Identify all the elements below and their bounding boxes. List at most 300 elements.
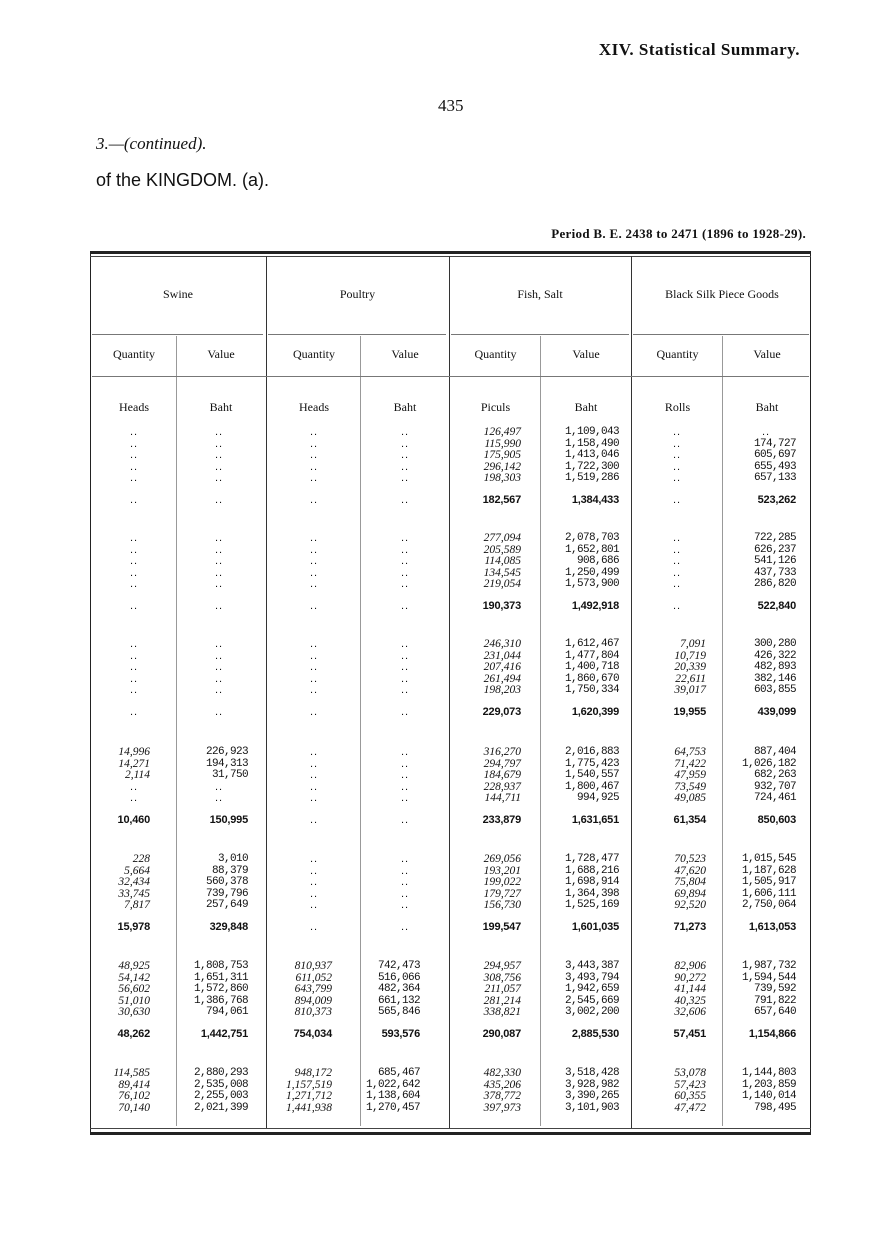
table-cell: 3,390,265	[564, 1090, 619, 1103]
table-cell: ..	[309, 649, 319, 662]
table-cell: ..	[214, 543, 224, 556]
table-cell: 1,109,043	[564, 426, 619, 438]
table-cell: 56,602	[118, 983, 150, 996]
table-cell: 32,434	[118, 876, 150, 889]
table-cell: ..	[309, 672, 319, 685]
table-total-cell: 199,547	[482, 921, 521, 934]
table-cell: ..	[400, 472, 410, 485]
table-cell: 1,144,803	[741, 1067, 796, 1079]
table-cell: ..	[309, 876, 319, 889]
table-cell: ..	[400, 780, 410, 793]
table-cell: 261,494	[483, 672, 521, 685]
table-total-cell: ..	[400, 921, 410, 934]
table-cell: ..	[129, 543, 139, 556]
table-cell: 219,054	[483, 578, 521, 591]
table-cell: 205,589	[483, 543, 521, 556]
table-cell: 73,549	[674, 780, 706, 793]
table-cell: 605,697	[753, 449, 796, 462]
table-cell: ..	[309, 864, 319, 877]
kingdom-title: of the KINGDOM. (a).	[96, 170, 270, 190]
table-cell: ..	[309, 661, 319, 674]
table-cell: 2,545,669	[564, 994, 619, 1007]
table-cell: ..	[129, 638, 139, 650]
table-cell: 1,942,659	[564, 983, 619, 996]
table-cell: 1,572,860	[193, 983, 248, 996]
table-cell: 1,441,938	[286, 1101, 332, 1114]
table-cell: 626,237	[753, 543, 796, 556]
table-total-cell: ..	[400, 814, 410, 827]
table-cell: 560,378	[205, 876, 248, 889]
table-cell: 88,379	[211, 864, 248, 877]
table-total-cell: ..	[672, 494, 682, 507]
table-total-cell: 754,034	[293, 1028, 332, 1041]
table-cell: 661,132	[377, 994, 420, 1007]
table-total-cell: 61,354	[673, 814, 706, 827]
table-cell: 932,707	[753, 780, 796, 793]
table-cell: 611,052	[295, 971, 332, 984]
table-total-cell: 1,492,918	[571, 600, 619, 613]
unit-label: Rolls	[664, 400, 691, 414]
table-cell: 2,880,293	[193, 1067, 248, 1079]
table-cell: ..	[129, 684, 139, 697]
table-total-cell: ..	[214, 494, 224, 507]
table-total-cell: ..	[400, 494, 410, 507]
table-cell: 739,796	[205, 887, 248, 900]
table-cell: 1,606,111	[741, 887, 796, 900]
table-cell: 1,364,398	[564, 887, 619, 900]
table-cell: ..	[309, 780, 319, 793]
table-cell: ..	[309, 543, 319, 556]
table-cell: ..	[309, 555, 319, 568]
table-cell: 908,686	[576, 555, 619, 568]
table-total-cell: 233,879	[482, 814, 521, 827]
table-cell: ..	[309, 460, 319, 473]
table-cell: 90,272	[674, 971, 706, 984]
group-divider	[631, 256, 632, 1128]
table-cell: ..	[400, 449, 410, 462]
table-total-cell: 522,840	[757, 600, 796, 613]
table-cell: ..	[400, 532, 410, 544]
table-cell: 1,022,642	[365, 1078, 420, 1091]
table-cell: 435,206	[483, 1078, 521, 1091]
table-cell: 810,373	[294, 1006, 332, 1019]
header-rule	[268, 334, 446, 335]
table-cell: 643,799	[294, 983, 332, 996]
table-cell: 657,640	[753, 1006, 796, 1019]
table-cell: ..	[309, 887, 319, 900]
table-total-cell: ..	[309, 600, 319, 613]
table-cell: ..	[761, 426, 771, 438]
table-cell: ..	[309, 426, 319, 438]
section-title: XIV. Statistical Summary.	[598, 40, 800, 59]
table-total-cell: ..	[400, 600, 410, 613]
table-cell: 207,416	[483, 661, 521, 674]
table-cell: 1,250,499	[564, 566, 619, 579]
table-cell: 184,679	[483, 769, 521, 782]
table-inner-top-rule	[90, 256, 811, 257]
table-cell: ..	[400, 566, 410, 579]
sub-divider	[176, 336, 177, 1126]
table-cell: 437,733	[753, 566, 796, 579]
table-cell: 300,280	[753, 638, 796, 650]
table-cell: 2,016,883	[564, 746, 619, 758]
group-header-poultry: Poultry	[339, 287, 376, 301]
subheader: Quantity	[113, 347, 155, 361]
table-cell: ..	[400, 638, 410, 650]
group-header-fish-salt: Fish, Salt	[517, 287, 563, 301]
table-cell: ..	[214, 437, 224, 450]
table-cell: ..	[400, 876, 410, 889]
table-cell: ..	[400, 684, 410, 697]
table-cell: 3,002,200	[564, 1006, 619, 1019]
table-cell: ..	[309, 899, 319, 912]
table-cell: 516,066	[377, 971, 420, 984]
table-cell: ..	[672, 532, 682, 544]
table-cell: 1,540,557	[564, 769, 619, 782]
table-cell: 1,525,169	[564, 899, 619, 912]
table-cell: 810,937	[294, 960, 332, 972]
table-cell: ..	[400, 746, 410, 758]
unit-label: Piculs	[480, 400, 511, 414]
table-cell: ..	[309, 449, 319, 462]
table-cell: ..	[400, 792, 410, 805]
subheader: Value	[753, 347, 781, 361]
table-cell: 1,187,628	[741, 864, 796, 877]
table-total-cell: 593,576	[381, 1028, 420, 1041]
table-cell: ..	[400, 853, 410, 865]
table-cell: 739,592	[753, 983, 796, 996]
table-cell: 3,443,387	[564, 960, 619, 972]
table-cell: 92,520	[674, 899, 706, 912]
table-cell: 1,413,046	[564, 449, 619, 462]
table-inner-bottom-rule	[90, 1128, 811, 1129]
table-cell: ..	[214, 649, 224, 662]
table-cell: 682,263	[753, 769, 796, 782]
subheader: Value	[572, 347, 600, 361]
table-cell: ..	[309, 684, 319, 697]
table-cell: 655,493	[753, 460, 796, 473]
table-cell: ..	[214, 661, 224, 674]
table-total-cell: 1,601,035	[571, 921, 619, 934]
table-cell: ..	[129, 437, 139, 450]
table-total-cell: 19,955	[673, 706, 706, 719]
table-cell: 126,497	[483, 426, 521, 438]
table-cell: ..	[214, 532, 224, 544]
table-cell: ..	[129, 661, 139, 674]
table-cell: 382,146	[753, 672, 796, 685]
table-cell: 338,821	[483, 1006, 521, 1019]
table-cell: 20,339	[674, 661, 706, 674]
header-rule	[92, 376, 809, 377]
table-cell: ..	[672, 555, 682, 568]
table-cell: ..	[400, 757, 410, 770]
table-cell: ..	[309, 638, 319, 650]
table-cell: 1,987,732	[741, 960, 796, 972]
table-cell: 1,698,914	[564, 876, 619, 889]
table-total-cell: 2,885,530	[571, 1028, 619, 1041]
table-cell: ..	[309, 472, 319, 485]
table-cell: 54,142	[118, 971, 150, 984]
table-cell: 482,364	[377, 983, 420, 996]
table-cell: ..	[672, 460, 682, 473]
table-cell: 294,957	[483, 960, 521, 972]
table-total-cell: 1,442,751	[200, 1028, 248, 1041]
table-cell: 89,414	[118, 1078, 150, 1091]
subheader: Value	[391, 347, 419, 361]
table-cell: 397,973	[483, 1101, 521, 1114]
unit-label: Baht	[393, 400, 417, 414]
table-cell: 5,664	[124, 864, 150, 877]
table-total-cell: 71,273	[673, 921, 706, 934]
table-cell: ..	[129, 426, 139, 438]
table-cell: 994,925	[576, 792, 619, 805]
table-cell: 3,928,982	[564, 1078, 619, 1091]
table-cell: 179,727	[483, 887, 521, 900]
table-cell: 70,523	[674, 853, 706, 865]
table-cell: 1,594,544	[741, 971, 796, 984]
table-cell: 198,203	[483, 684, 521, 697]
table-cell: 1,140,014	[741, 1090, 796, 1103]
table-cell: ..	[214, 638, 224, 650]
table-cell: ..	[214, 566, 224, 579]
table-total-cell: ..	[309, 494, 319, 507]
table-total-cell: 57,451	[673, 1028, 706, 1041]
table-total-cell: ..	[309, 921, 319, 934]
table-cell: ..	[129, 792, 139, 805]
table-cell: 3,493,794	[564, 971, 619, 984]
table-cell: ..	[309, 437, 319, 450]
table-cell: 57,423	[674, 1078, 706, 1091]
table-cell: 685,467	[377, 1067, 420, 1079]
table-cell: ..	[129, 566, 139, 579]
table-cell: 53,078	[674, 1067, 706, 1079]
table-cell: 228	[132, 853, 150, 865]
group-divider	[266, 256, 267, 1128]
table-cell: 541,126	[753, 555, 796, 568]
table-cell: 426,322	[753, 649, 796, 662]
table-cell: ..	[672, 437, 682, 450]
table-cell: 1,573,900	[564, 578, 619, 591]
subheader: Quantity	[474, 347, 517, 361]
table-cell: 1,652,801	[564, 543, 619, 556]
table-cell: 308,756	[483, 971, 521, 984]
table-cell: 47,959	[674, 769, 706, 782]
table-total-cell: 1,154,866	[748, 1028, 796, 1041]
table-cell: ..	[400, 864, 410, 877]
subheader: Quantity	[656, 347, 699, 361]
table-cell: 722,285	[753, 532, 796, 544]
table-cell: 60,355	[674, 1090, 706, 1103]
table-cell: 316,270	[483, 746, 521, 758]
table-cell: 194,313	[205, 757, 248, 770]
table-cell: 894,009	[294, 994, 332, 1007]
table-cell: 114,585	[113, 1067, 150, 1079]
table-cell: ..	[309, 746, 319, 758]
table-cell: 198,303	[483, 472, 521, 485]
table-cell: 277,094	[483, 532, 521, 544]
table-cell: 10,719	[674, 649, 706, 662]
table-cell: 246,310	[483, 638, 521, 650]
table-cell: ..	[129, 578, 139, 591]
table-total-cell: 1,384,433	[571, 494, 619, 507]
table-cell: ..	[129, 449, 139, 462]
table-cell: 1,722,300	[564, 460, 619, 473]
table-cell: 41,144	[674, 983, 706, 996]
table-cell: ..	[214, 472, 224, 485]
table-cell: 1,519,286	[564, 472, 619, 485]
table-cell: 603,855	[753, 684, 796, 697]
table-cell: ..	[214, 460, 224, 473]
table-cell: ..	[214, 426, 224, 438]
table-total-cell: 150,995	[209, 814, 248, 827]
table-cell: 1,203,859	[741, 1078, 796, 1091]
table-cell: ..	[309, 757, 319, 770]
table-cell: 742,473	[377, 960, 420, 972]
table-cell: ..	[400, 899, 410, 912]
group-divider	[449, 256, 450, 1128]
table-cell: 2,255,003	[193, 1090, 248, 1103]
table-cell: 1,477,804	[564, 649, 619, 662]
table-cell: 2,114	[124, 769, 150, 782]
table-cell: 211,057	[484, 983, 521, 996]
table-cell: 1,688,216	[564, 864, 619, 877]
table-cell: 791,822	[753, 994, 796, 1007]
table-cell: ..	[214, 684, 224, 697]
table-cell: 174,727	[753, 437, 796, 450]
table-cell: 2,750,064	[741, 899, 796, 912]
table-cell: ..	[400, 661, 410, 674]
table-cell: ..	[672, 426, 682, 438]
table-total-cell: 1,620,399	[571, 706, 619, 719]
table-total-cell: ..	[214, 600, 224, 613]
table-cell: 49,085	[674, 792, 706, 805]
table-cell: 47,472	[674, 1101, 706, 1114]
table-cell: 286,820	[753, 578, 796, 591]
table-cell: ..	[672, 566, 682, 579]
table-cell: ..	[129, 532, 139, 544]
table-cell: 226,923	[205, 746, 248, 758]
table-total-cell: ..	[309, 706, 319, 719]
table-cell: 48,925	[118, 960, 150, 972]
table-cell: ..	[400, 460, 410, 473]
table-cell: ..	[129, 555, 139, 568]
table-continued-label	[96, 134, 206, 154]
table-cell: 794,061	[205, 1006, 248, 1019]
table-cell: 115,990	[484, 437, 521, 450]
table-cell: 134,545	[483, 566, 521, 579]
continued-text: 3.—(continued).	[96, 134, 207, 153]
table-cell: 1,138,604	[365, 1090, 420, 1103]
table-cell: 75,804	[674, 876, 706, 889]
table-cell: 1,015,545	[741, 853, 796, 865]
unit-label: Baht	[209, 400, 233, 414]
table-cell: 1,651,311	[193, 971, 248, 984]
table-total-cell: ..	[129, 706, 139, 719]
table-cell: 3,010	[217, 853, 248, 865]
table-cell: 70,140	[118, 1101, 150, 1114]
table-cell: 2,021,399	[193, 1101, 248, 1114]
table-cell: 378,772	[483, 1090, 521, 1103]
table-cell: ..	[214, 792, 224, 805]
table-total-cell: 190,373	[482, 600, 521, 613]
table-cell: 281,214	[483, 994, 521, 1007]
period-caption: Period B. E. 2438 to 2471 (1896 to 1928-29).	[551, 226, 806, 241]
table-cell: 269,056	[483, 853, 521, 865]
table-cell: 32,606	[674, 1006, 706, 1019]
table-total-cell: ..	[129, 600, 139, 613]
table-cell: ..	[129, 460, 139, 473]
table-cell: ..	[309, 566, 319, 579]
table-cell: 71,422	[674, 757, 706, 770]
table-total-cell: ..	[129, 494, 139, 507]
table-cell: 257,649	[205, 899, 248, 912]
table-cell: ..	[309, 769, 319, 782]
page-number: 435	[438, 96, 464, 115]
table-cell: 47,620	[674, 864, 706, 877]
table-cell: 565,846	[377, 1006, 420, 1019]
table-cell: ..	[400, 649, 410, 662]
table-cell: 1,400,718	[564, 661, 619, 674]
sub-divider	[540, 336, 541, 1126]
table-cell: ..	[400, 769, 410, 782]
table-cell: 7,817	[124, 899, 150, 912]
table-cell: 14,271	[118, 757, 150, 770]
table-cell: 1,728,477	[564, 853, 619, 865]
table-cell: 231,044	[483, 649, 521, 662]
table-total-cell: 329,848	[209, 921, 248, 934]
table-cell: ..	[672, 543, 682, 556]
table-cell: 296,142	[483, 460, 521, 473]
sub-divider	[722, 336, 723, 1126]
unit-label: Baht	[574, 400, 598, 414]
table-cell: 193,201	[483, 864, 521, 877]
table-total-cell: 15,978	[117, 921, 150, 934]
table-cell: 156,730	[483, 899, 521, 912]
table-cell: ..	[400, 543, 410, 556]
table-cell: 228,937	[483, 780, 521, 793]
table-total-cell: 48,262	[117, 1028, 150, 1041]
table-cell: 1,505,917	[741, 876, 796, 889]
table-cell: 64,753	[674, 746, 706, 758]
table-total-cell: ..	[214, 706, 224, 719]
table-cell: 482,893	[753, 661, 796, 674]
table-cell: 82,906	[674, 960, 706, 972]
group-header-swine: Swine	[163, 287, 193, 301]
table-cell: 30,630	[118, 1006, 150, 1019]
table-cell: ..	[672, 472, 682, 485]
table-total-cell: 290,087	[482, 1028, 521, 1041]
table-cell: 1,158,490	[564, 437, 619, 450]
group-header-black-silk: Black Silk Piece Goods	[665, 287, 779, 301]
table-cell: 1,157,519	[286, 1078, 332, 1091]
table-total-cell: 1,631,651	[571, 814, 619, 827]
table-cell: ..	[309, 792, 319, 805]
table-cell: 175,905	[483, 449, 521, 462]
table-cell: 294,797	[483, 757, 521, 770]
header-rule	[92, 334, 263, 335]
table-cell: ..	[309, 578, 319, 591]
table-cell: ..	[672, 578, 682, 591]
table-cell: 1,271,712	[286, 1090, 332, 1103]
table-cell: ..	[214, 578, 224, 591]
table-cell: 1,270,457	[365, 1101, 420, 1114]
subheader: Value	[207, 347, 235, 361]
table-cell: ..	[309, 532, 319, 544]
table-total-cell: 1,613,053	[748, 921, 796, 934]
table-total-cell: 182,567	[482, 494, 521, 507]
table-cell: ..	[129, 649, 139, 662]
table-cell: 14,996	[118, 746, 150, 758]
